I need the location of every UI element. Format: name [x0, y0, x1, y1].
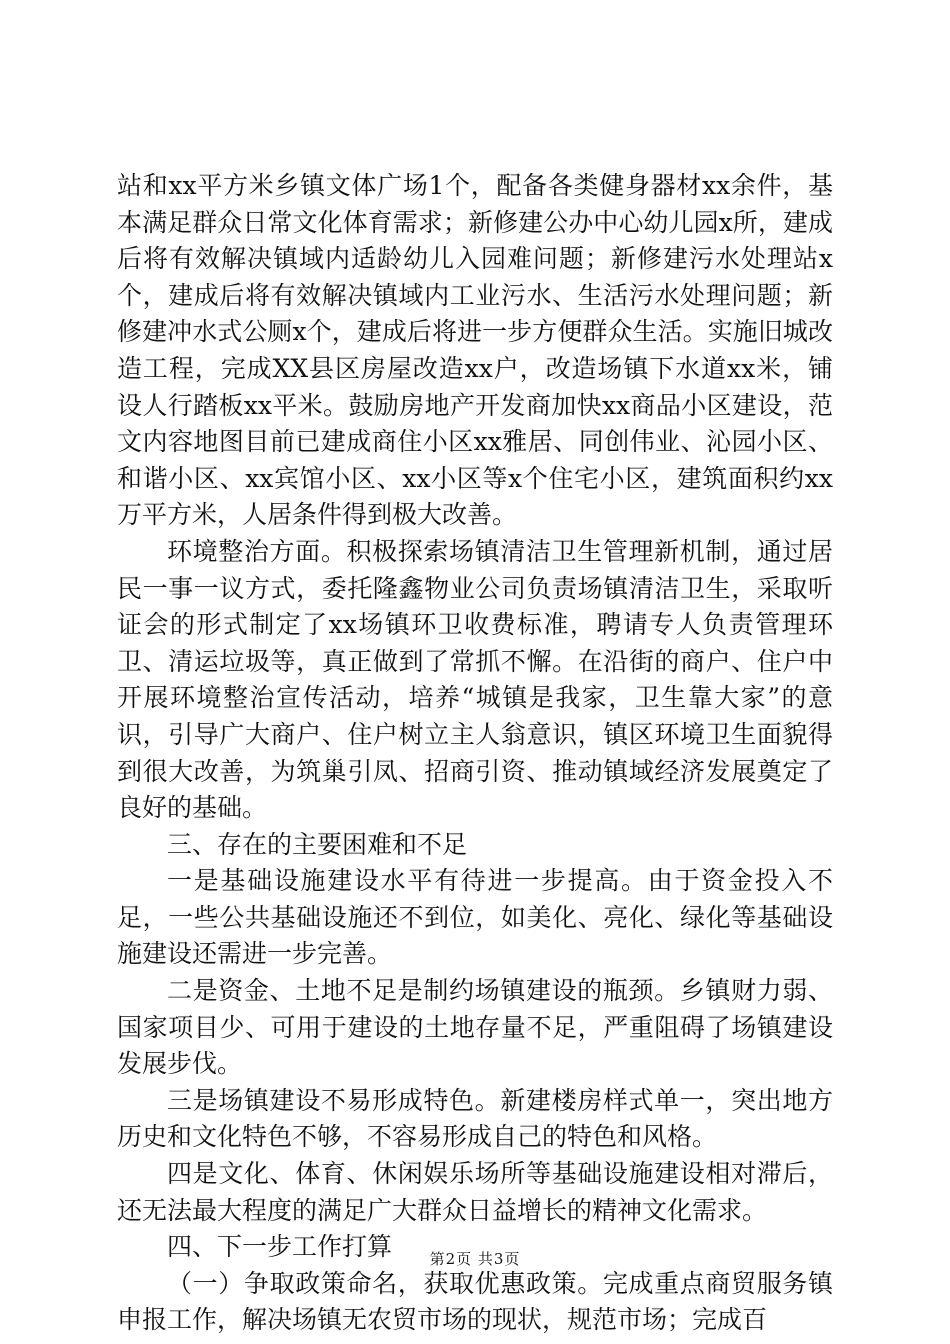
paragraph-difficulty-3: 三是场镇建设不易形成特色。新建楼房样式单一，突出地方历史和文化特色不够，不容易形成自己的特色和风格。 — [117, 1085, 833, 1152]
paragraph-difficulty-4: 四是文化、体育、休闲娱乐场所等基础设施建设相对滞后，还无法最大程度的满足广大群众日益增长的精神文化需求。 — [117, 1159, 833, 1225]
page-number: 第2页 共3页 — [429, 1250, 521, 1268]
paragraph-difficulty-1: 一是基础设施建设水平有待进一步提高。由于资金投入不足，一些公共基础设施还不到位，如美化、亮化、绿化等基础设施建设还需进一步完善。 — [117, 866, 833, 969]
paragraph-next-step-1: （一）争取政策命名，获取优惠政策。完成重点商贸服务镇申报工作，解决场镇无农贸市场的现状，规范市场；完成百 — [117, 1268, 833, 1335]
paragraph-difficulty-2: 二是资金、土地不足是制约场镇建设的瓶颈。乡镇财力弱、国家项目少、可用于建设的土地存量不足，严重阻碍了场镇建设发展步伐。 — [117, 976, 833, 1079]
section-heading-difficulties: 三、存在的主要困难和不足 — [167, 829, 468, 859]
document-body — [117, 168, 833, 1339]
section-heading-next-steps: 四、下一步工作打算 — [167, 1232, 393, 1262]
paragraph-infrastructure: 站和xx平方米乡镇文体广场1个，配备各类健身器材xx余件，基本满足群众日常文化体育需求；新修建公办中心幼儿园x所，建成后将有效解决镇域内适龄幼儿入园难问题；新修建污水处理站x个，建成后将有效解决镇域内工业污水、生活污水处理问题；新修建冲水式公厕x个，建成后将进一步方便群众生活。实施旧城改造工程，完成XX县区房屋改造xx户，改造场镇下水道xx米，铺设人行踏板xx平米。鼓励房地产开发商加快xx商品小区建设，范文内容地图目前已建成商住小区xx雅居、同创伟业、沁园小区、和谐小区、xx宾馆小区、xx小区等x个住宅小区，建筑面积约xx万平方米，人居条件得到极大改善。 — [117, 171, 833, 530]
paragraph-environment: 环境整治方面。积极探索场镇清洁卫生管理新机制，通过居民一事一议方式，委托隆鑫物业公司负责场镇清洁卫生，采取听证会的形式制定了xx场镇环卫收费标准，聘请专人负责管理环卫、清运垃圾等，真正做到了常抓不懈。在沿街的商户、住户中开展环境整治宣传活动，培养“城镇是我家，卫生靠大家”的意识，引导广大商户、住户树立主人翁意识，镇区环境卫生面貌得到很大改善，为筑巢引凤、招商引资、推动镇域经济发展奠定了良好的基础。 — [117, 536, 833, 823]
